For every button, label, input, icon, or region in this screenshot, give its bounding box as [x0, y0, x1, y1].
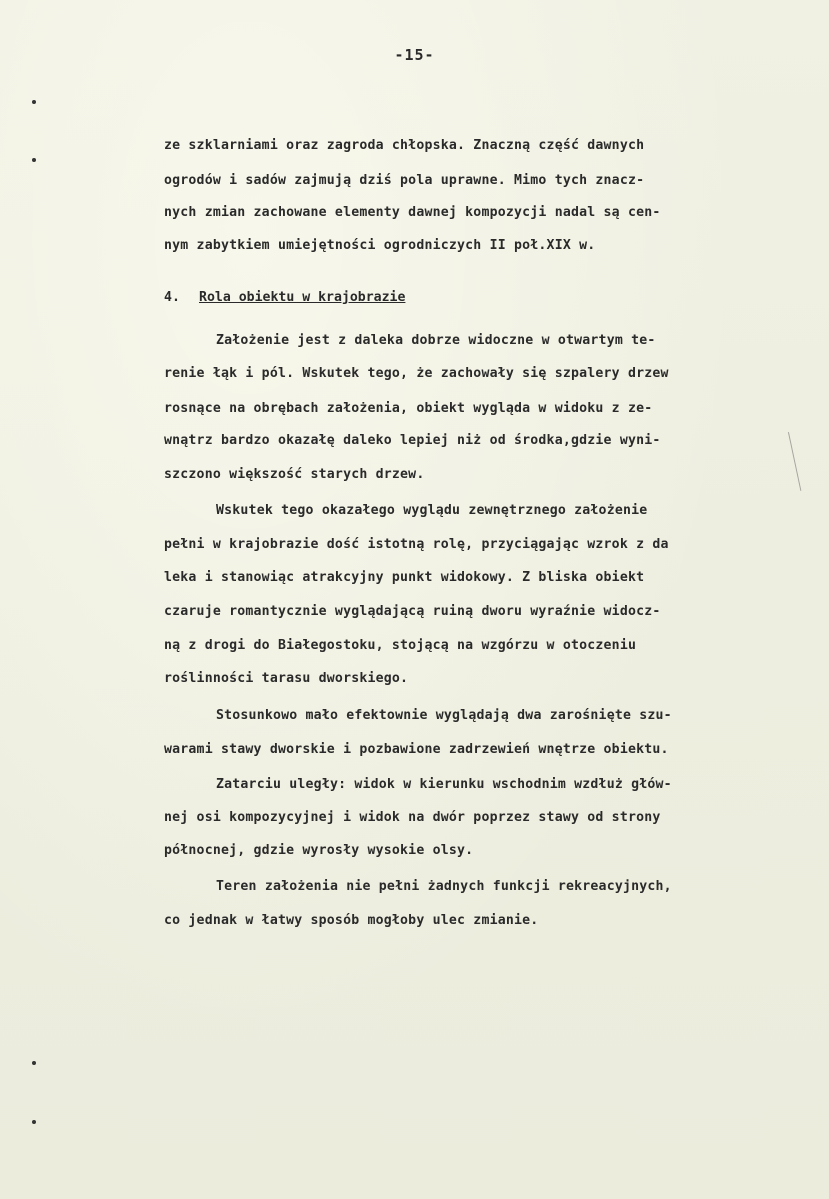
punch-mark — [32, 158, 36, 162]
text-line: warami stawy dworskie i pozbawione zadrzewień wnętrze obiektu. — [164, 742, 669, 757]
page-number: -15- — [394, 46, 435, 64]
text-line: leka i stanowiąc atrakcyjny punkt widokowy. Z bliska obiekt — [164, 570, 645, 585]
text-line: co jednak w łatwy sposób mogłoby ulec zmianie. — [164, 913, 539, 928]
section-number: 4. — [164, 290, 180, 305]
text-line: nym zabytkiem umiejętności ogrodniczych II poł.XIX w. — [164, 238, 596, 253]
text-line: wnątrz bardzo okazałę daleko lepiej niż od środka,gdzie wyni- — [164, 433, 661, 448]
punch-mark — [32, 100, 36, 104]
text-line: Zatarciu uległy: widok w kierunku wschodnim wzdłuż głów- — [216, 777, 672, 792]
section-title: Rola obiektu w krajobrazie — [199, 290, 406, 305]
text-line: rosnące na obrębach założenia, obiekt wygląda w widoku z ze- — [164, 401, 653, 416]
text-line: Wskutek tego okazałego wyglądu zewnętrznego założenie — [216, 503, 648, 518]
text-line: północnej, gdzie wyrosły wysokie olsy. — [164, 843, 474, 858]
text-line: renie łąk i pól. Wskutek tego, że zachowały się szpalery drzew — [164, 366, 669, 381]
text-line: nych zmian zachowane elementy dawnej kompozycji nadal są cen- — [164, 205, 661, 220]
text-line: czaruje romantycznie wyglądającą ruiną dworu wyraźnie widocz- — [164, 604, 661, 619]
text-line: nej osi kompozycyjnej i widok na dwór poprzez stawy od strony — [164, 810, 661, 825]
text-line: ze szklarniami oraz zagroda chłopska. Znaczną część dawnych — [164, 138, 645, 153]
punch-mark — [32, 1120, 36, 1124]
text-line: pełni w krajobrazie dość istotną rolę, przyciągając wzrok z da — [164, 537, 669, 552]
text-line: Stosunkowo mało efektownie wyglądają dwa zarośnięte szu- — [216, 708, 672, 723]
margin-pencil-mark — [788, 429, 815, 491]
text-line: szczono większość starych drzew. — [164, 467, 425, 482]
text-line: ną z drogi do Białegostoku, stojącą na wzgórzu w otoczeniu — [164, 638, 637, 653]
text-line: Teren założenia nie pełni żadnych funkcji rekreacyjnych, — [216, 879, 672, 894]
text-line: Założenie jest z daleka dobrze widoczne w otwartym te- — [216, 333, 656, 348]
punch-mark — [32, 1061, 36, 1065]
text-line: roślinności tarasu dworskiego. — [164, 671, 409, 686]
text-line: ogrodów i sadów zajmują dziś pola uprawne. Mimo tych znacz- — [164, 173, 645, 188]
